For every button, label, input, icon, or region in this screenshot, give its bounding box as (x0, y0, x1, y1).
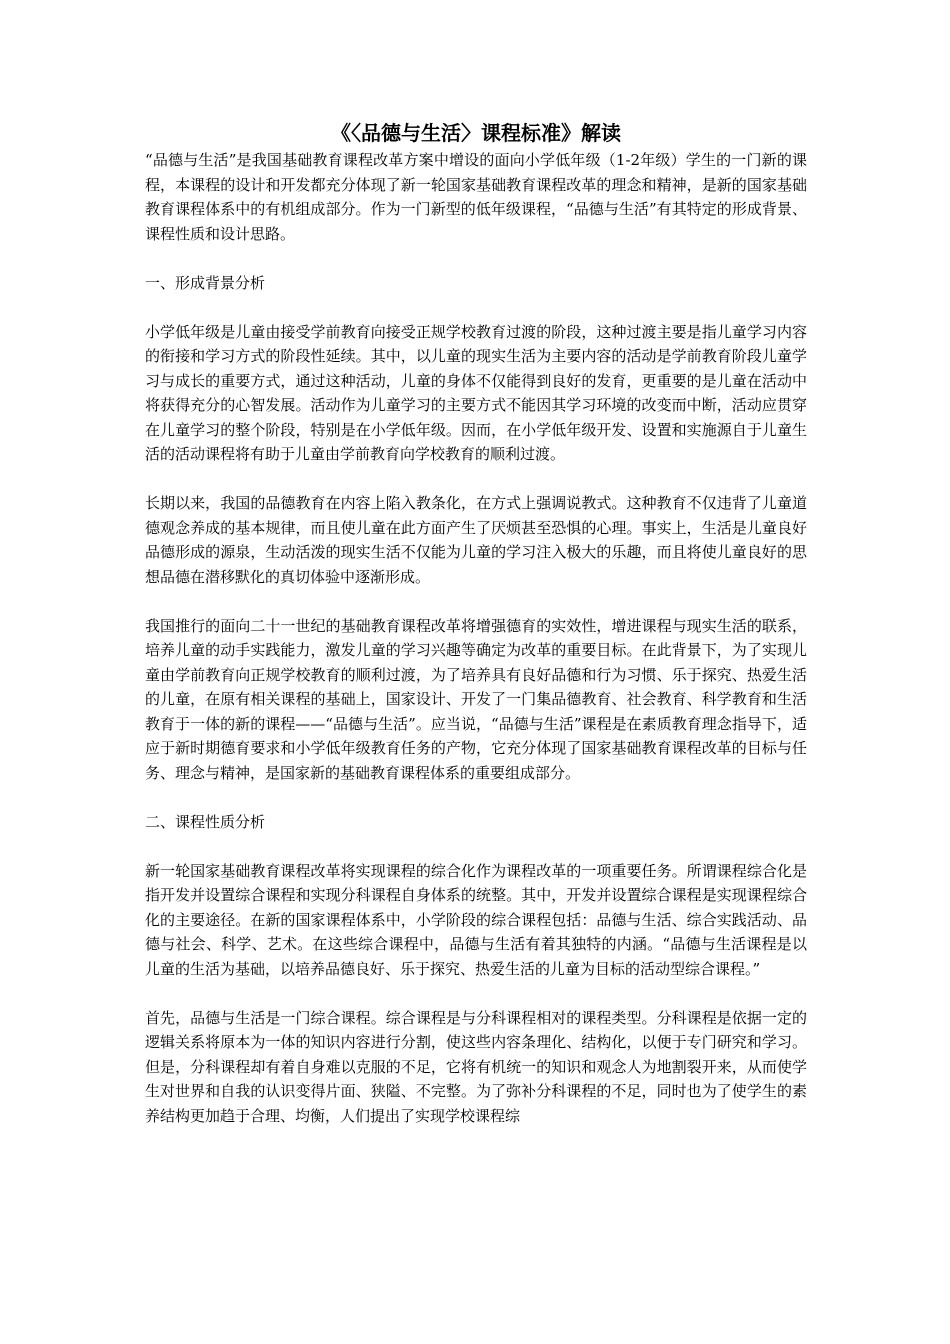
spacer (145, 467, 807, 492)
spacer (145, 834, 807, 859)
intro-paragraph: “品德与生活”是我国基础教育课程改革方案中增设的面向小学低年级（1-2年级）学生的一门新的课程，本课程的设计和开发都充分体现了新一轮国家基础教育课程改革的理念和精神，是新的国家基础教育课程体系中的有机组成部分。作为一门新型的低年级课程，“品德与生活”有其特定的形成背景、课程性质和设计思路。 (145, 151, 807, 243)
section-heading-nature: 二、课程性质分析 (145, 812, 266, 831)
spacer (145, 246, 807, 271)
spacer (145, 981, 807, 1006)
body-paragraph: 我国推行的面向二十一世纪的基础教育课程改革将增强德育的实效性，增进课程与现实生活的联系，培养儿童的动手实践能力，激发儿童的学习兴趣等确定为改革的重要目标。在此背景下，为了实现儿童由学前教育向正规学校教育的顺利过渡，为了培养具有良好品德和行为习惯、乐于探究、热爱生活的儿童，在原有相关课程的基础上，国家设计、开发了一门集品德教育、社会教育、科学教育和生活教育于一体的新的课程——“品德与生活”。应当说，“品德与生活”课程是在素质教育理念指导下，适应于新时期德育要求和小学低年级教育任务的产物，它充分体现了国家基础教育课程改革的目标与任务、理念与精神，是国家新的基础教育课程体系的重要组成部分。 (145, 616, 807, 782)
document-page (145, 118, 807, 1128)
body-paragraph: 首先，品德与生活是一门综合课程。综合课程是与分科课程相对的课程类型。分科课程是依据一定的逻辑关系将原本为一体的知识内容进行分割，使这些内容条理化、结构化，以便于专门研究和学习。但是，分科课程却有着自身难以克服的不足，它将有机统一的知识和观念人为地割裂开来，从而使学生对世界和自我的认识变得片面、狭隘、不完整。为了弥补分科课程的不足，同时也为了使学生的素养结构更加趋于合理、均衡，人们提出了实现学校课程综 (145, 1008, 807, 1125)
section-heading-background: 一、形成背景分析 (145, 273, 266, 292)
body-paragraph: 小学低年级是儿童由接受学前教育向接受正规学校教育过渡的阶段，这种过渡主要是指儿童学习内容的衔接和学习方式的阶段性延续。其中，以儿童的现实生活为主要内容的活动是学前教育阶段儿童学习与成长的重要方式，通过这种活动，儿童的身体不仅能得到良好的发育，更重要的是儿童在活动中将获得充分的心智发展。活动作为儿童学习的主要方式不能因其学习环境的改变而中断，活动应贯穿在儿童学习的整个阶段，特别是在小学低年级。因而，在小学低年级开发、设置和实施源自于儿童生活的活动课程将有助于儿童由学前教育向学校教育的顺利过渡。 (145, 322, 807, 463)
spacer (145, 295, 807, 320)
spacer (145, 589, 807, 614)
document-title: 《〈品德与生活〉课程标准》解读 (331, 121, 621, 145)
body-paragraph: 新一轮国家基础教育课程改革将实现课程的综合化作为课程改革的一项重要任务。所谓课程综合化是指开发并设置综合课程和实现分科课程自身体系的统整。其中，开发并设置综合课程是实现课程综合化的主要途径。在新的国家课程体系中，小学阶段的综合课程包括：品德与生活、综合实践活动、品德与社会、科学、艺术。在这些综合课程中，品德与生活有着其独特的内涵。“品德与生活课程是以儿童的生活为基础，以培养品德良好、乐于探究、热爱生活的儿童为目标的活动型综合课程。” (145, 861, 807, 978)
spacer (145, 785, 807, 810)
body-paragraph: 长期以来，我国的品德教育在内容上陷入教条化，在方式上强调说教式。这种教育不仅违背了儿童道德观念养成的基本规律，而且使儿童在此方面产生了厌烦甚至恐惧的心理。事实上，生活是儿童良好品德形成的源泉，生动活泼的现实生活不仅能为儿童的学习注入极大的乐趣，而且将使儿童良好的思想品德在潜移默化的真切体验中逐渐形成。 (145, 494, 807, 586)
